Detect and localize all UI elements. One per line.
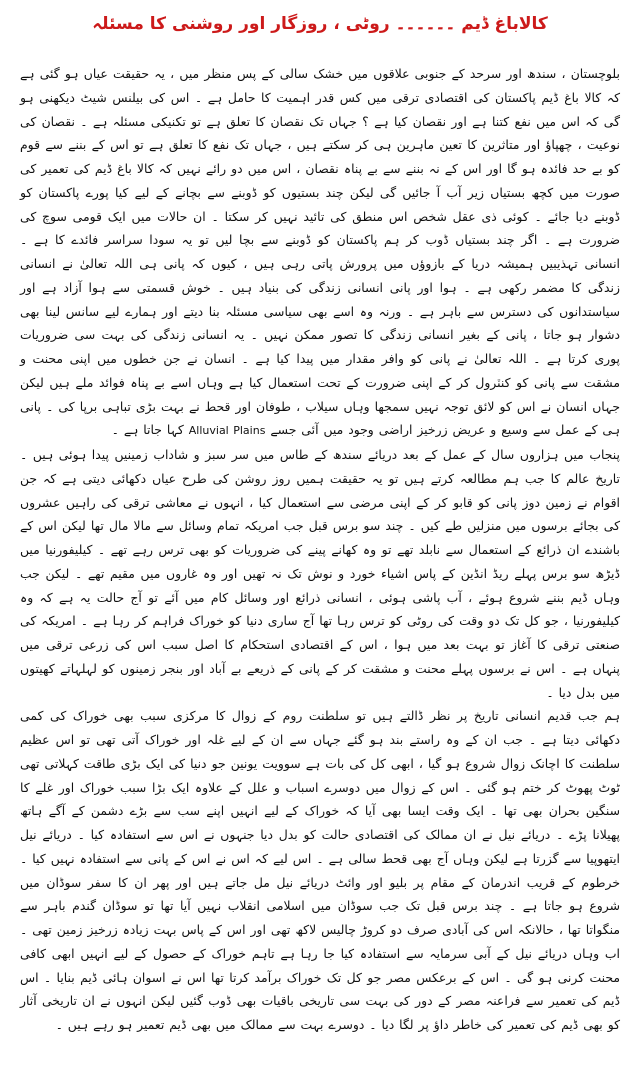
paragraph-1 [20, 62, 620, 443]
article-body [20, 62, 620, 1037]
paragraph-1-tail: کہا جاتا ہے ۔ [111, 422, 189, 438]
paragraph-3-text: ہم جب قدیم انسانی تاریخ پر نظر ڈالتے ہیں تو سلطنت روم کے زوال کا مرکزی سبب بھی خوراک کی کمی دکھائی دیتا ہے ۔ جب ان کے وہ راستے بند ہو گئے جہاں سے ان کے لیے غلہ اور خوراک آتی تھی تو اس عظیم سلطنت کا اچانک زوال شروع ہو گیا ، ابھی کل کی بات ہے سوویت یونین جو دنیا کی ایک بڑی طاقت کہلاتی تھی ٹوٹ پھوٹ کر ختم ہو گئی ۔ اس کے زوال میں دوسرے اسباب و علل کے علاوہ ایک بڑا سبب خوراک اور غلے کا سنگین بحران بھی تھا ۔ ایک وقت ایسا بھی آیا کہ خوراک کے لیے انہیں اپنے سب سے بڑے دشمن کے آگے ہاتھ پھیلانا پڑے ۔ دریائے نیل نے ان ممالک کی اقتصادی حالت کو بدل دیا جنہوں نے اس سے استفادہ کیا ۔ دریائے نیل ایتھوپیا سے گزرتا ہے لیکن وہاں آج بھی قحط سالی ہے ۔ اس لیے کہ اس نے اس کے پانی سے استفادہ نہیں کیا ۔ خرطوم کے قریب اندرمان کے مقام پر بلیو اور وائٹ دریائے نیل مل جاتے ہیں اور پھر ان کا سفر سوڈان میں شروع ہو جاتا ہے ۔ چند برس قبل تک جب سوڈان میں اسلامی انقلاب نہیں آیا تھا تو سوڈان گندم باہر سے منگواتا تھا ، حالانکہ اس کی آبادی صرف دو کروڑ چالیس لاکھ تھی اور اس کے پاس بہت زیادہ زرخیز زمین تھی ۔ اب وہاں دریائے نیل کے آبی سرمایہ سے استفادہ کیا جا رہا ہے تاہم خوراک کے حصول کے لیے انہیں ابھی کافی محنت کرنی ہو گی ۔ اس کے برعکس مصر جو کل تک خوراک برآمد کرتا تھا اس نے اسوان ہائی ڈیم بنایا ۔ اس ڈیم کی تعمیر سے فراعنہ مصر کے دور کی بہت سی تاریخی باقیات بھی ڈوب گئیں لیکن انہوں نے ان تاریخی آثار کو بھی ڈیم کی تعمیر کی خاطر داؤ پر لگا دیا ۔ دوسرے بہت سے ممالک میں بھی ڈیم تعمیر ہو رہے ہیں ۔ [20, 708, 620, 1032]
paragraph-2-text: پنجاب میں ہزاروں سال کے عمل کے بعد دریائے سندھ کے طاس میں سر سبز و شاداب زمینیں پیدا ہوئی ہیں ۔ تاریخ عالم کا جب ہم مطالعہ کرتے ہیں تو یہ حقیقت ہمیں روز روشن کی طرح عیاں دکھائی دیتی ہے کہ جن اقوام نے زمین دوز پانی کو قابو کر کے اپنی مرضی سے استعمال کیا ، انہوں نے معاشی ترقی کی راہیں عشروں کی بجائے برسوں میں منزلیں طے کیں ۔ چند سو برس قبل جب امریکہ تمام وسائل سے مالا مال تھا لیکن اس کے باشندے ان ذرائع کے استعمال سے نابلد تھے تو وہ کھانے پینے کی ضروریات کو بھی ترس رہے تھے ۔ کیلیفورنیا میں ڈیڑھ سو برس پہلے ریڈ انڈین کے پاس اشیاء خورد و نوش تک نہ تھیں اور وہ غاروں میں مقیم تھے ۔ لیکن جب وہاں ڈیم بننے شروع ہوئے ، آب پاشی ہوئی ، انسانی ذرائع اور وسائل کام میں آئے تو آج حالت یہ ہے کہ وہ کیلیفورنیا ، جو کل تک دو وقت کی روٹی کو ترس رہا تھا آج ساری دنیا کو خوراک فراہم کر رہا ہے ۔ امریکہ کی صنعتی ترقی کا آغاز تو بہت بعد میں ہوا ، اس کے اقتصادی استحکام کا اصل سبب اس کی زرعی ترقی میں پنہاں ہے ۔ اس نے برسوں پہلے محنت و مشقت کر کے پانی کے ذریعے بے آباد اور بنجر زمینوں کو لہلہاتے کھیتوں میں بدل دیا ۔ [20, 447, 620, 700]
paragraph-2 [20, 443, 620, 704]
article-title: کالاباغ ڈیم ۔۔۔۔۔۔ روٹی ، روزگار اور روشنی کا مسئلہ [92, 14, 548, 34]
paragraph-1-latin-term: Alluvial Plains [188, 424, 266, 438]
paragraph-3 [20, 704, 620, 1037]
paragraph-1-text: بلوچستان ، سندھ اور سرحد کے جنوبی علاقوں میں خشک سالی کے پس منظر میں ، یہ حقیقت عیاں ہو گئی ہے کہ کالا باغ ڈیم پاکستان کی اقتصادی ترقی میں کس قدر اہمیت کا حامل ہے ۔ اس کی بیلنس شیٹ دیکھنی ہو گی کہ اس میں نفع کتنا ہے اور نقصان کیا ہے ؟ جہاں تک نقصان کا تعلق ہے تو تکنیکی مسئلہ ہے ۔ نقصان کی نوعیت ، چھپاؤ اور متاثرین کا تعین ماہرین ہی کر سکتے ہیں ، جہاں تک نفع کا تعلق ہے تو اس کے بننے سے قوم کو بے حد فائدہ ہو گا اور اس کے نہ بننے سے بے پناہ نقصان ، اس میں دو رائے نہیں کہ کالا باغ ڈیم کی تعمیر کی صورت میں کچھ بستیاں زیر آب آ جائیں گی لیکن چند بستیوں کو ڈوبنے سے بچانے کے لیے کیا پورے پاکستان کو ڈوبنے دیا جائے ۔ کوئی ذی عقل شخص اس منطق کی تائید نہیں کر سکتا ۔ ان حالات میں ایک قومی سوچ کی ضرورت ہے ۔ اگر چند بستیاں ڈوب کر ہم پاکستان کو ڈوبنے سے بچا لیں تو یہ سودا سراسر فائدے کا ہے ۔ انسانی تہذیبیں ہمیشہ دریا کے بازوؤں میں پرورش پاتی رہی ہیں ، کیوں کہ پانی ہی اللہ تعالیٰ نے انسانی زندگی کا مضمر رکھی ہے ۔ ہوا اور پانی انسانی زندگی کی بنیاد ہیں ۔ خوش قسمتی سے ہوا آزاد ہے اور سیاستدانوں کی دسترس سے باہر ہے ۔ ورنہ وہ اسے بھی سیاسی مسئلہ بنا دیتے اور ہمارے لیے سانس لینا بھی دشوار ہو جاتا ، پانی کے بغیر انسانی زندگی کا تصور ممکن نہیں ۔ یہ انسانی زندگی کی بہت سی ضروریات پوری کرتا ہے ۔ اللہ تعالیٰ نے پانی کو وافر مقدار میں پیدا کیا ہے ۔ انسان نے جن خطوں میں اپنی محنت و مشقت سے پانی کو کنٽرول کر کے اپنی ضرورت کے تحت استعمال کیا ہے وہاں اسے بے پناہ فوائد ملے ہیں لیکن جہاں انسان نے اس کو لائق توجہ نہیں سمجھا وہاں سیلاب ، طوفان اور قحط نے بہت بڑی تباہی برپا کی ۔ پانی ہی کے عمل سے وسیع و عریض زرخیز اراضی وجود میں آئی جسے [20, 66, 620, 438]
